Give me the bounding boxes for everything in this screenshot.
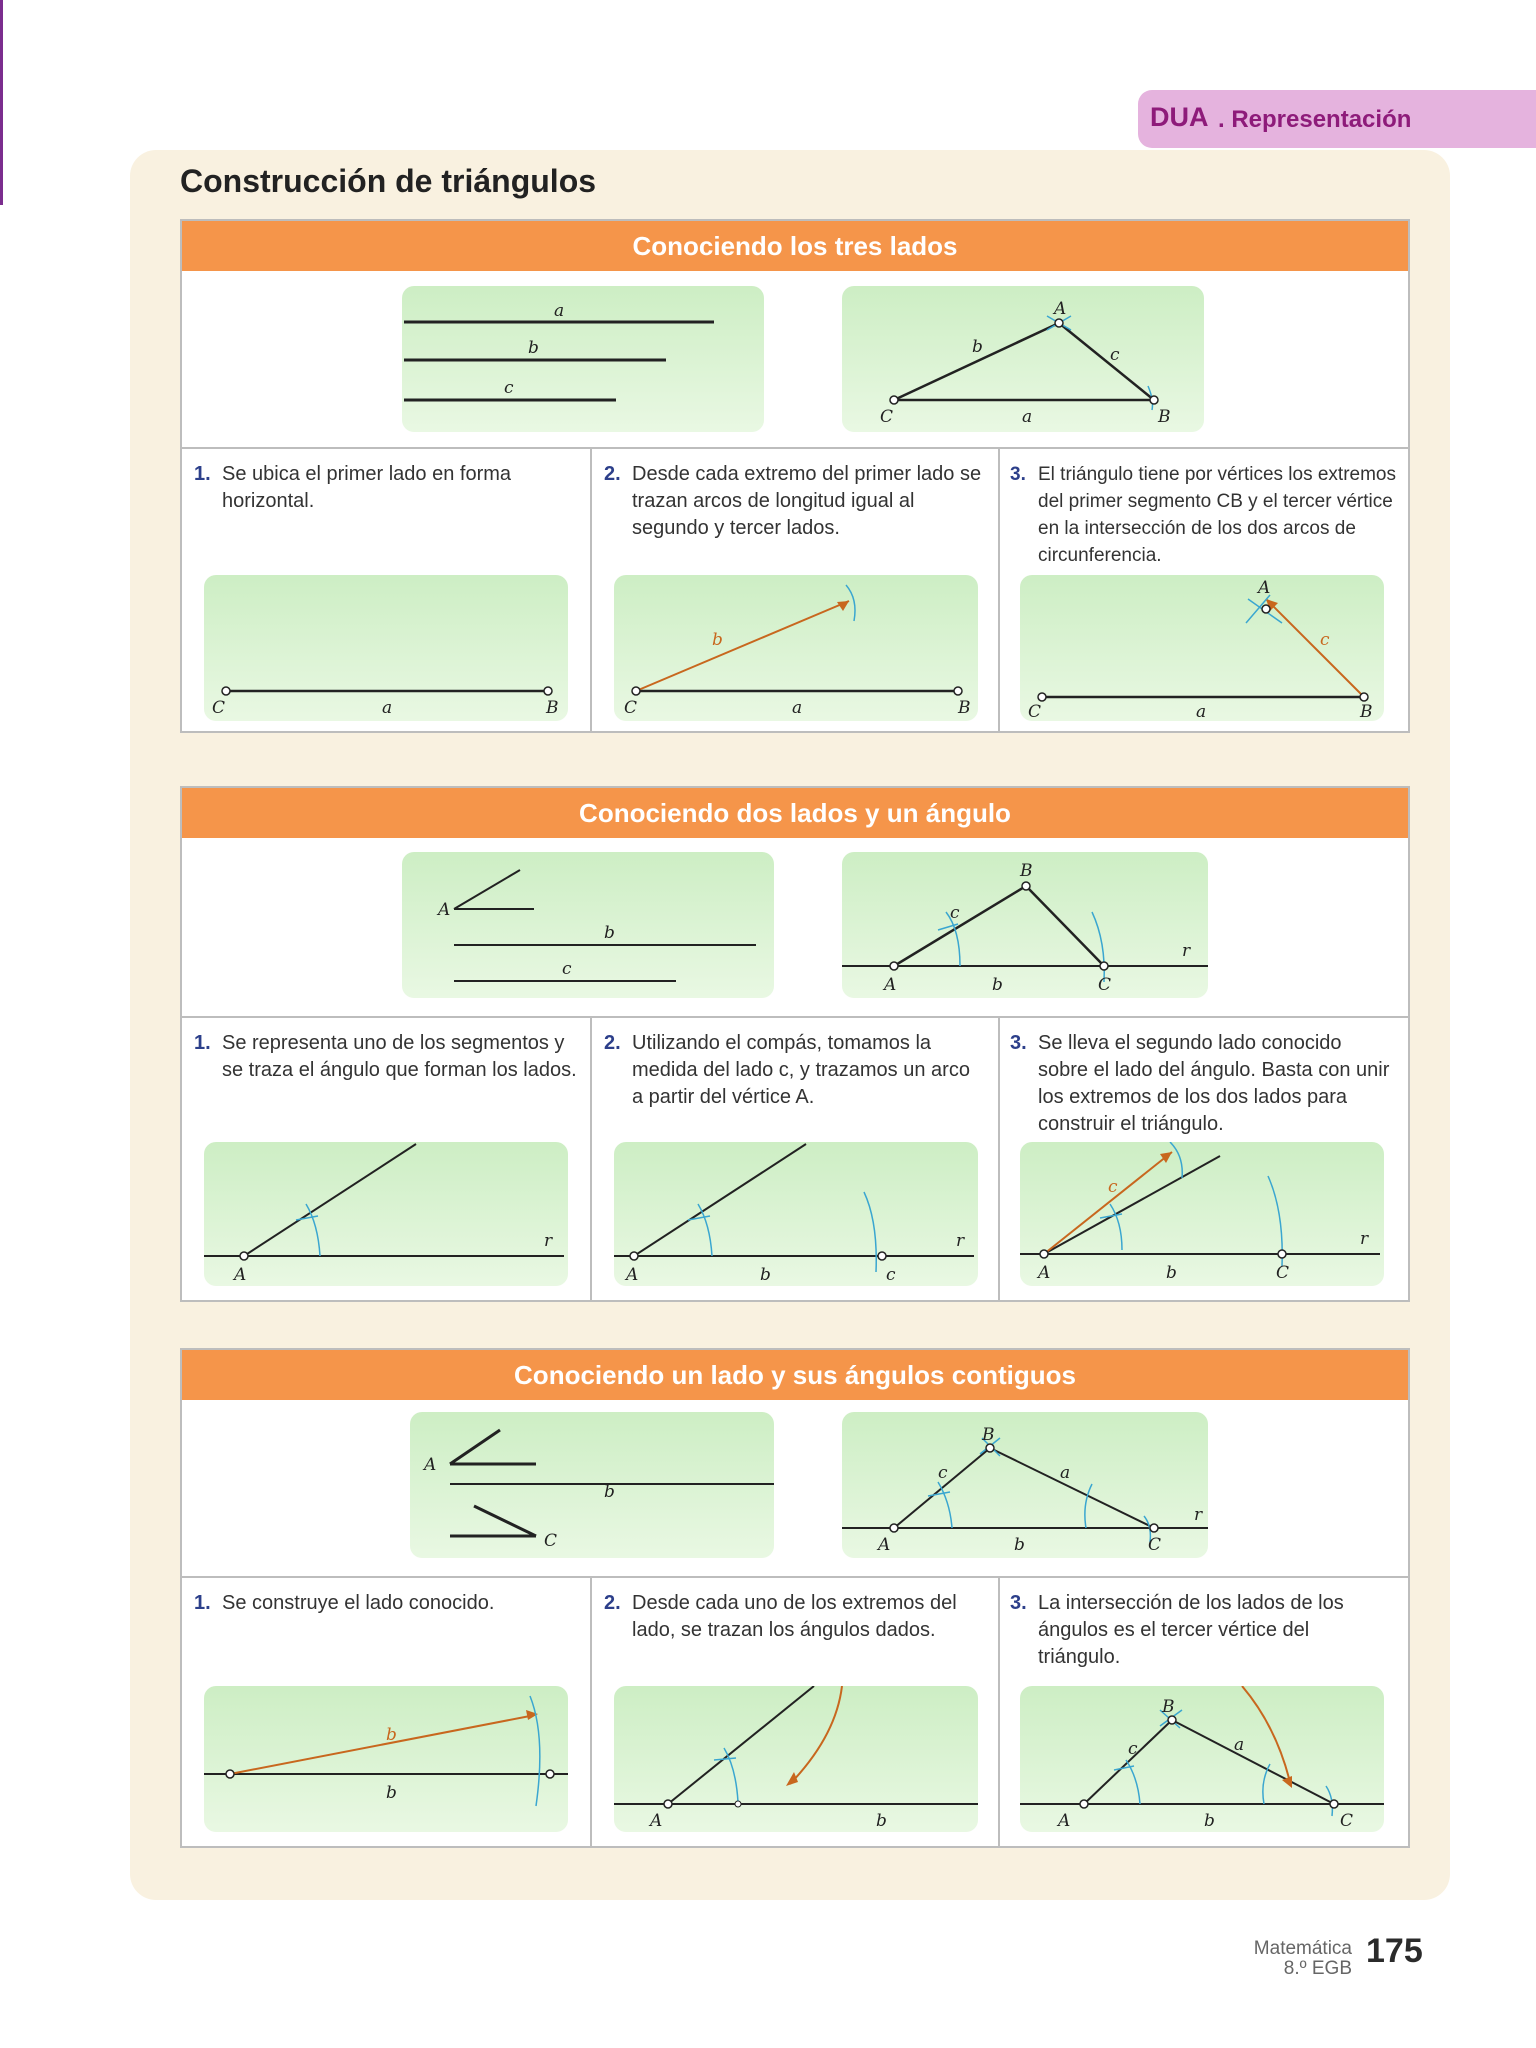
label-b: b xyxy=(604,1482,615,1502)
step-cell-3 xyxy=(998,447,1408,733)
label-r: r xyxy=(1194,1505,1203,1525)
label-b: b xyxy=(386,1725,397,1745)
step-description: La intersección de los lados de los ángulos es el tercer vértice del triángulo. xyxy=(1038,1592,1344,1668)
step-text xyxy=(604,1590,988,1644)
step-figure xyxy=(614,1142,978,1286)
step-description: Utilizando el compás, tomamos la medida del lado c, y trazamos un arco a partir del vértice A. xyxy=(632,1032,970,1108)
label-a: a xyxy=(1060,1463,1071,1483)
step-number: 2. xyxy=(604,1592,621,1614)
step-number: 1. xyxy=(194,1032,211,1054)
label-c: c xyxy=(1320,630,1330,650)
label-B: B xyxy=(1020,861,1033,881)
step-cell-1 xyxy=(182,1016,590,1302)
page-title: Construcción de triángulos xyxy=(180,163,597,199)
step-cell-3 xyxy=(998,1576,1408,1848)
result-triangle-figure xyxy=(842,852,1208,998)
step-description: Se ubica el primer lado en forma horizontal. xyxy=(222,463,512,512)
given-elements-figure xyxy=(402,852,774,998)
step-cell-3 xyxy=(998,1016,1408,1302)
label-B: B xyxy=(958,698,971,718)
label-C: C xyxy=(1148,1535,1162,1555)
label-B: B xyxy=(982,1425,995,1445)
label-A: A xyxy=(234,1265,247,1285)
label-c: c xyxy=(1108,1177,1118,1197)
step-figure xyxy=(1020,1142,1384,1286)
section-two-sides-angle xyxy=(180,786,1410,1302)
label-b: b xyxy=(1204,1811,1215,1831)
label-r: r xyxy=(1182,941,1191,961)
label-a: a xyxy=(1022,407,1033,427)
label-A: A xyxy=(1054,299,1067,319)
label-c: c xyxy=(950,903,960,923)
dua-label: DUA xyxy=(1150,102,1209,132)
step-text xyxy=(604,1030,988,1111)
label-A: A xyxy=(1258,578,1271,598)
label-C: C xyxy=(1098,975,1112,995)
step-text xyxy=(1010,1590,1398,1671)
step-figure xyxy=(1020,1686,1384,1832)
given-segments-drawing xyxy=(402,286,764,432)
step-number: 2. xyxy=(604,463,621,485)
label-B: B xyxy=(546,698,559,718)
label-A: A xyxy=(438,900,451,920)
step-number: 3. xyxy=(1010,1592,1027,1614)
step-figure xyxy=(614,1686,978,1832)
label-A: A xyxy=(878,1535,891,1555)
step-description: El triángulo tiene por vértices los extremos del primer segmento CB y el tercer vértice en la intersección de los dos arcos de circunferencia. xyxy=(1038,464,1396,566)
step-number: 1. xyxy=(194,1592,211,1614)
step-description: Desde cada extremo del primer lado se trazan arcos de longitud igual al segundo y tercer lados. xyxy=(632,463,982,539)
label-a: a xyxy=(382,698,393,718)
dua-badge xyxy=(1138,90,1536,148)
section-one-side-two-angles xyxy=(180,1348,1410,1848)
section-header: Conociendo los tres lados xyxy=(182,221,1408,271)
step-text xyxy=(194,1590,580,1617)
step-number: 2. xyxy=(604,1032,621,1054)
step-text xyxy=(194,461,580,515)
step-number: 3. xyxy=(1010,464,1026,485)
footer-grade: 8.º EGB xyxy=(1283,1958,1352,1979)
footer-subject: Matemática xyxy=(1253,1938,1352,1959)
step-figure xyxy=(204,1686,568,1832)
label-B: B xyxy=(1162,1697,1175,1717)
given-segments-figure xyxy=(402,286,764,432)
label-A: A xyxy=(626,1265,639,1285)
step-cell-1 xyxy=(182,447,590,733)
result-triangle-figure xyxy=(842,1412,1208,1558)
label-b: b xyxy=(1014,1535,1025,1555)
label-r: r xyxy=(956,1231,965,1251)
label-C: C xyxy=(624,698,638,718)
section-header: Conociendo un lado y sus ángulos contiguos xyxy=(182,1350,1408,1400)
label-c: c xyxy=(562,959,572,979)
step-cell-2 xyxy=(590,447,1000,733)
label-a: a xyxy=(1234,1735,1245,1755)
result-triangle-drawing xyxy=(842,286,1204,432)
step-text xyxy=(604,461,988,542)
label-A: A xyxy=(1058,1811,1071,1831)
step-figure xyxy=(614,575,978,721)
label-r: r xyxy=(1360,1229,1369,1249)
label-C: C xyxy=(1028,702,1042,721)
step-cell-2 xyxy=(590,1576,1000,1848)
label-A: A xyxy=(424,1455,437,1475)
given-elements-figure xyxy=(410,1412,774,1558)
label-C: C xyxy=(212,698,226,718)
label-b: b xyxy=(386,1783,397,1803)
step-description: Se representa uno de los segmentos y se traza el ángulo que forman los lados. xyxy=(222,1032,577,1081)
label-b: b xyxy=(712,630,723,650)
step-figure xyxy=(204,1142,568,1286)
label-b: b xyxy=(604,923,615,943)
step-figure xyxy=(204,575,568,721)
label-b: b xyxy=(1166,1263,1177,1283)
label-a: a xyxy=(792,698,803,718)
step-text xyxy=(194,1030,580,1084)
label-b: b xyxy=(760,1265,771,1285)
label-C: C xyxy=(1340,1811,1354,1831)
step-figure xyxy=(1020,575,1384,721)
step-description: Desde cada uno de los extremos del lado, se trazan los ángulos dados. xyxy=(632,1592,957,1641)
page-number: 175 xyxy=(1366,1932,1423,1970)
result-triangle-figure xyxy=(842,286,1204,432)
step-description: Se lleva el segundo lado conocido sobre el lado del ángulo. Basta con unir los extremos de los dos lados para construir el triángulo. xyxy=(1038,1032,1390,1135)
step-cell-1 xyxy=(182,1576,590,1848)
section-header: Conociendo dos lados y un ángulo xyxy=(182,788,1408,838)
label-B: B xyxy=(1158,407,1171,427)
step-cell-2 xyxy=(590,1016,1000,1302)
label-b: b xyxy=(992,975,1003,995)
label-c: c xyxy=(886,1265,896,1285)
step-description: Se construye el lado conocido. xyxy=(222,1592,495,1614)
step-number: 3. xyxy=(1010,1032,1027,1054)
section-three-sides xyxy=(180,219,1410,733)
label-C: C xyxy=(880,407,894,427)
label-c: c xyxy=(1128,1739,1138,1759)
label-C: C xyxy=(1276,1263,1290,1283)
label-a: a xyxy=(1196,702,1207,721)
label-b: b xyxy=(972,337,983,357)
step-text xyxy=(1010,1030,1398,1138)
page-edge-bar xyxy=(0,0,3,205)
step-number: 1. xyxy=(194,463,211,485)
label-C: C xyxy=(544,1531,558,1551)
label-A: A xyxy=(650,1811,663,1831)
dua-sublabel: . Representación xyxy=(1218,106,1412,133)
label-a: a xyxy=(554,301,565,321)
step-text xyxy=(1010,461,1398,569)
label-r: r xyxy=(544,1231,553,1251)
label-c: c xyxy=(504,378,514,398)
label-A: A xyxy=(1038,1263,1051,1283)
label-c: c xyxy=(938,1463,948,1483)
label-b: b xyxy=(528,338,539,358)
label-A: A xyxy=(884,975,897,995)
label-c: c xyxy=(1110,345,1120,365)
label-b: b xyxy=(876,1811,887,1831)
label-B: B xyxy=(1360,702,1373,721)
